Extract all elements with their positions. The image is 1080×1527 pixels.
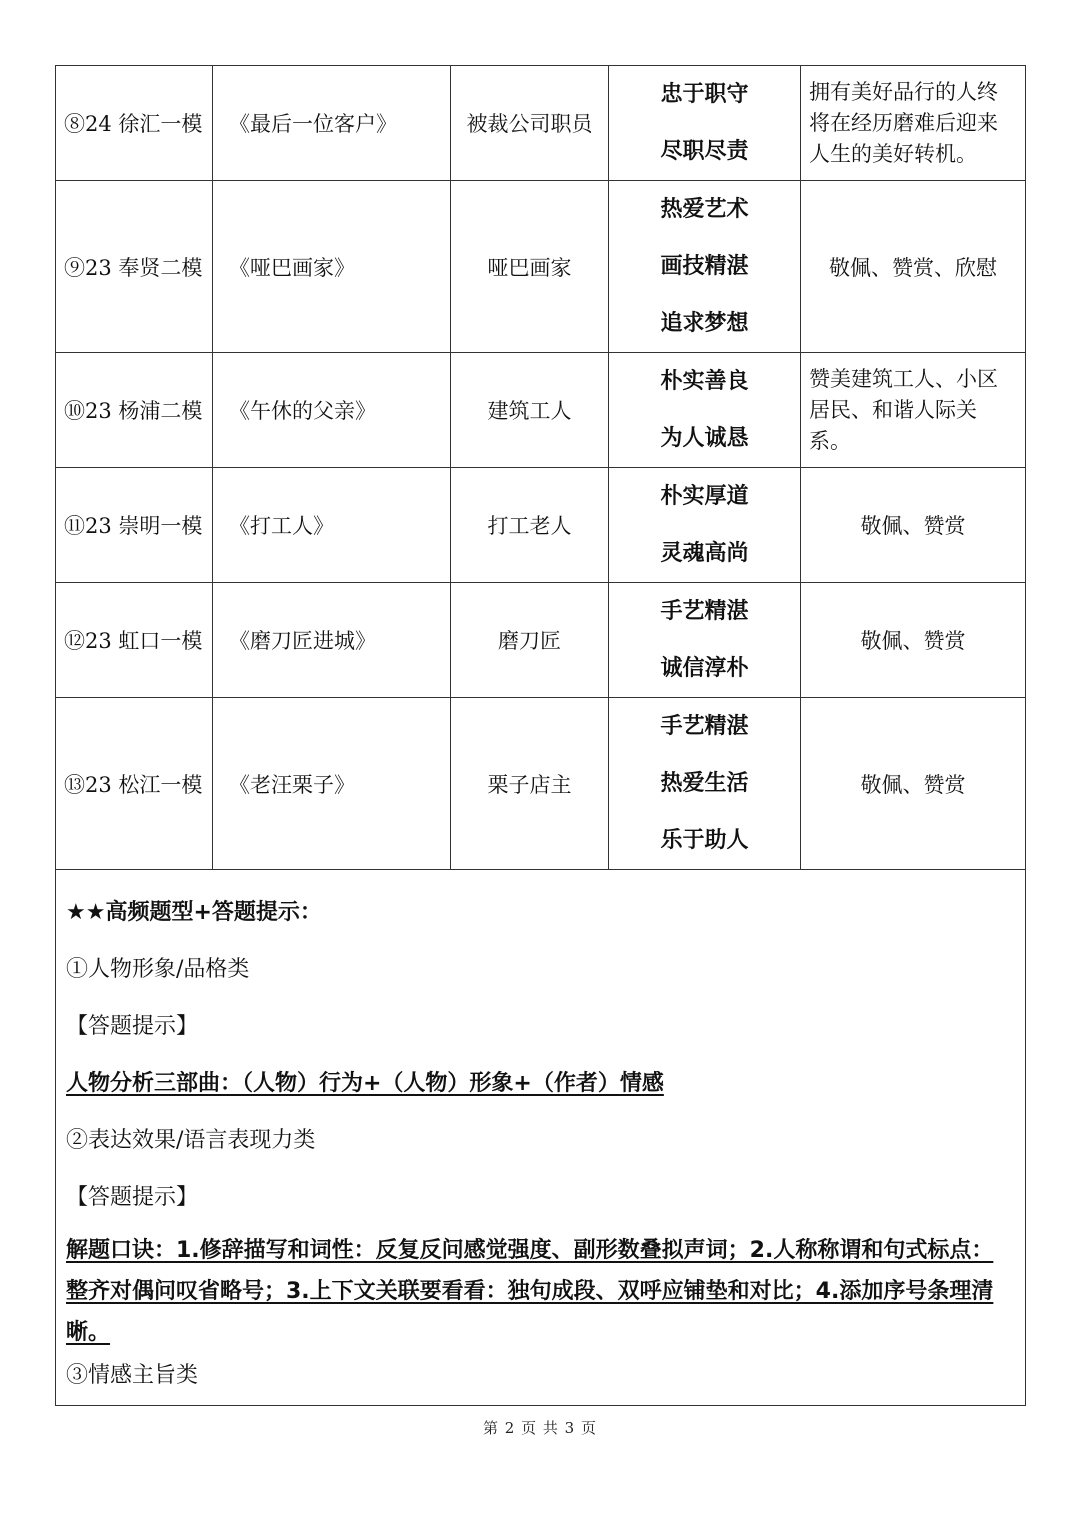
table-row (56, 66, 1026, 181)
emotion: 拥有美好品行的人终将在经历磨难后迎来人生的美好转机。 (801, 66, 1026, 181)
character: 栗子店主 (451, 698, 609, 870)
trait: 乐于助人 (660, 828, 749, 853)
article-title: 《哑巴画家》 (213, 181, 451, 353)
exam-id: ⑬23 松江一模 (56, 698, 213, 870)
trait: 朴实善良 (660, 369, 749, 394)
character: 打工老人 (451, 468, 609, 583)
traits-cell (609, 181, 801, 353)
traits-cell (609, 698, 801, 870)
page-footer: 第 2 页 共 3 页 (483, 1419, 597, 1437)
article-title: 《打工人》 (213, 468, 451, 583)
table-row (56, 698, 1026, 870)
answer-formula: 人物分析三部曲：（人物）行为+（人物）形象+（作者）情感 (66, 1071, 664, 1096)
emotion: 敬佩、赞赏 (801, 583, 1026, 698)
character: 哑巴画家 (451, 181, 609, 353)
trait: 灵魂高尚 (660, 541, 749, 566)
trait: 为人诚恳 (660, 426, 749, 451)
trait: 热爱艺术 (660, 197, 749, 222)
trait: 追求梦想 (660, 311, 749, 336)
character: 磨刀匠 (451, 583, 609, 698)
traits-cell (609, 583, 801, 698)
trait: 手艺精湛 (660, 714, 749, 739)
tips-row (56, 870, 1026, 1406)
article-title: 《老汪栗子》 (213, 698, 451, 870)
hint-label: 【答题提示】 (66, 1014, 199, 1039)
table-row (56, 181, 1026, 353)
answer-formula: 解题口诀：1.修辞描写和词性：反复反问感觉强度、副形数叠拟声词；2.人称称谓和句式标点：整齐对偶问叹省略号；3.上下文关联要看看：独句成段、双呼应铺垫和对比；4.添加序号条理清晰。 (66, 1238, 994, 1345)
trait: 尽职尽责 (660, 139, 749, 164)
table-row (56, 353, 1026, 468)
section-title: ①人物形象/品格类 (66, 957, 250, 982)
case-table (55, 65, 1026, 1406)
trait: 朴实厚道 (660, 484, 749, 509)
trait: 忠于职守 (660, 82, 749, 107)
trait: 诚信淳朴 (660, 656, 749, 681)
emotion: 赞美建筑工人、小区居民、和谐人际关系。 (801, 353, 1026, 468)
article-title: 《磨刀匠进城》 (213, 583, 451, 698)
exam-id: ⑪23 崇明一模 (56, 468, 213, 583)
character: 建筑工人 (451, 353, 609, 468)
emotion: 敬佩、赞赏 (801, 468, 1026, 583)
emotion: 敬佩、赞赏 (801, 698, 1026, 870)
character: 被裁公司职员 (451, 66, 609, 181)
traits-cell (609, 66, 801, 181)
exam-id: ⑨23 奉贤二模 (56, 181, 213, 353)
section-title: ③情感主旨类 (66, 1363, 199, 1388)
exam-id: ⑧24 徐汇一模 (56, 66, 213, 181)
trait: 手艺精湛 (660, 599, 749, 624)
exam-id: ⑩23 杨浦二模 (56, 353, 213, 468)
traits-cell (609, 353, 801, 468)
section-title: ②表达效果/语言表现力类 (66, 1128, 316, 1153)
trait: 热爱生活 (660, 771, 749, 796)
trait: 画技精湛 (660, 254, 749, 279)
table-row (56, 583, 1026, 698)
hint-label: 【答题提示】 (66, 1185, 199, 1210)
tips-heading: ★★高频题型+答题提示： (66, 900, 322, 925)
table-row (56, 468, 1026, 583)
tips-cell (56, 870, 1026, 1406)
article-title: 《最后一位客户》 (213, 66, 451, 181)
article-title: 《午休的父亲》 (213, 353, 451, 468)
exam-id: ⑫23 虹口一模 (56, 583, 213, 698)
emotion: 敬佩、赞赏、欣慰 (801, 181, 1026, 353)
traits-cell (609, 468, 801, 583)
